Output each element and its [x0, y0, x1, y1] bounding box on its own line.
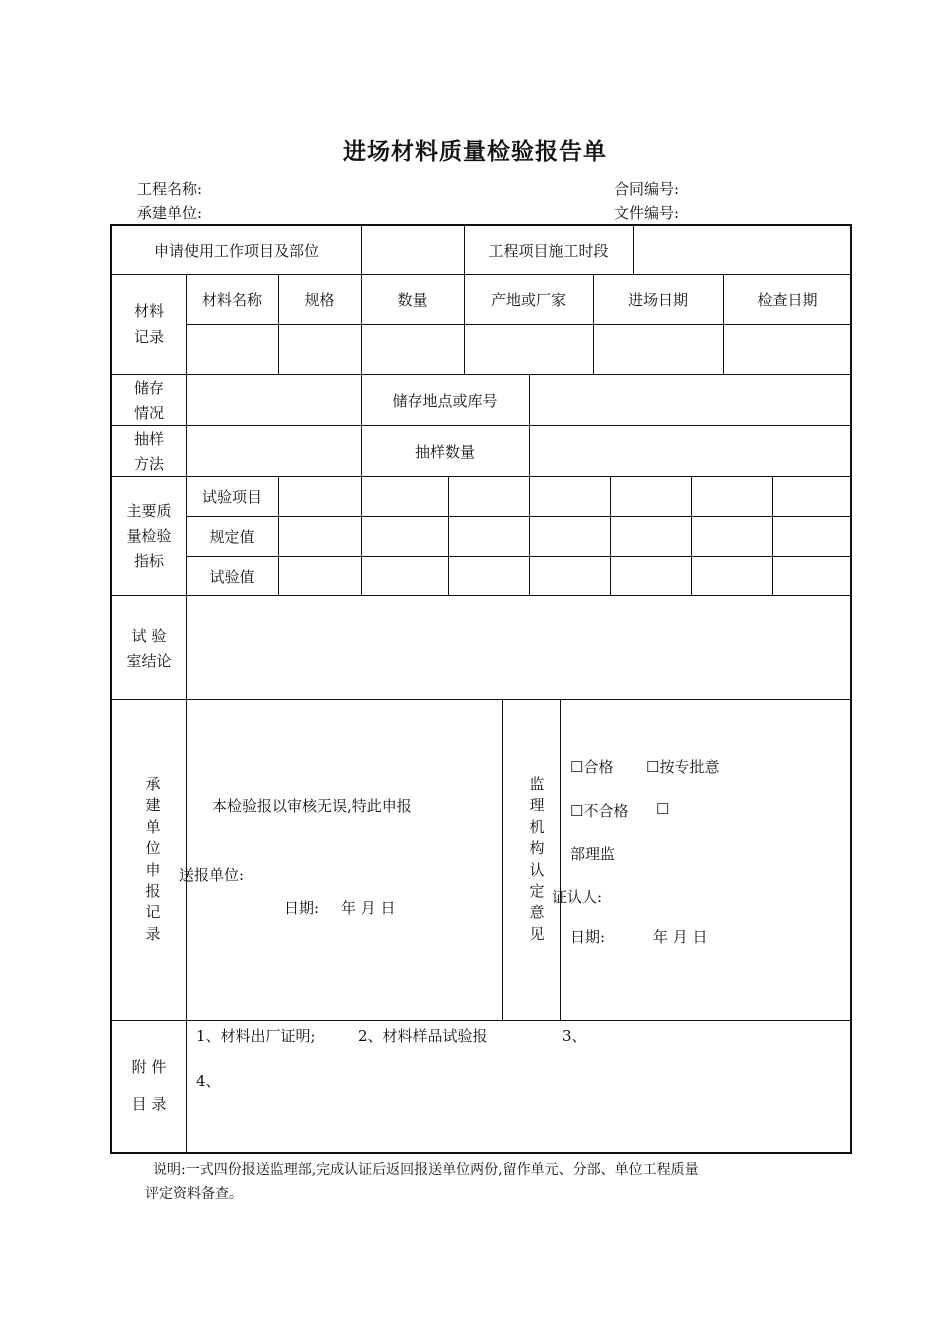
- option-pass[interactable]: ☐合格: [570, 758, 614, 776]
- contractor-label: 承建单位:: [137, 204, 203, 222]
- supervision-date-label: 日期:: [570, 928, 606, 946]
- lab-side-label: 试 验: [131, 627, 167, 645]
- attachment-item: 1、材料出厂证明;: [196, 1027, 316, 1045]
- contract-no-label: 合同编号:: [614, 180, 680, 198]
- lab-side-label: 室结论: [126, 652, 172, 670]
- storage-location-label: 储存地点或库号: [392, 392, 498, 410]
- quality-side-label: 量检验: [126, 527, 172, 545]
- apply-item-label: 申请使用工作项目及部位: [153, 242, 319, 260]
- option-blank[interactable]: ☐: [656, 800, 670, 818]
- confirm-person-label: 证认人:: [552, 888, 603, 906]
- contractor-date-label: 日期:: [284, 899, 320, 917]
- footnote-line: 评定资料备查。: [145, 1186, 243, 1202]
- quality-row-test-value: 试验值: [209, 568, 255, 586]
- sampling-quantity-label: 抽样数量: [414, 443, 475, 461]
- attachment-item: 3、: [562, 1027, 587, 1045]
- col-check-date: 检查日期: [757, 291, 818, 309]
- file-no-label: 文件编号:: [614, 204, 680, 222]
- supervision-dept-label: 部理监: [570, 845, 616, 863]
- col-entry-date: 进场日期: [627, 291, 688, 309]
- col-spec: 规格: [304, 291, 335, 309]
- quality-side-label: 指标: [133, 552, 164, 570]
- contractor-statement: 本检验报以审核无误,特此申报: [212, 797, 412, 815]
- sampling-side-label: 方法: [133, 455, 164, 473]
- sampling-side-label: 抽样: [133, 430, 164, 448]
- storage-side-label: 储存: [133, 379, 164, 397]
- col-quantity: 数量: [397, 291, 428, 309]
- contractor-date-ymd: 年 月 日: [341, 899, 396, 917]
- submitter-label: 送报单位:: [179, 866, 245, 884]
- form-title: 进场材料质量检验报告单: [343, 139, 607, 165]
- material-side-label: 材料: [133, 302, 164, 320]
- footnote-line: 说明:一式四份报送监理部,完成认证后返回报送单位两份,留作单元、分部、单位工程质量: [153, 1162, 699, 1178]
- option-fail[interactable]: ☐不合格: [570, 802, 629, 820]
- contractor-record-side-label: 承建单位申报记录: [145, 775, 161, 943]
- quality-row-test-item: 试验项目: [201, 488, 262, 506]
- option-notice[interactable]: ☐按专批意: [646, 758, 720, 776]
- attachments-side-label: 目 录: [131, 1095, 167, 1113]
- supervision-date-ymd: 年 月 日: [653, 928, 708, 946]
- report-table: [110, 224, 852, 1154]
- period-label: 工程项目施工时段: [488, 242, 609, 260]
- col-origin: 产地或厂家: [490, 291, 566, 309]
- attachment-item: 2、材料样品试验报: [358, 1027, 488, 1045]
- quality-side-label: 主要质: [126, 502, 172, 520]
- storage-side-label: 情况: [133, 404, 164, 422]
- supervision-side-label: 监理机构认定意见: [529, 775, 545, 943]
- attachment-item: 4、: [196, 1072, 221, 1090]
- quality-row-spec-value: 规定值: [209, 528, 255, 546]
- col-material-name: 材料名称: [201, 291, 262, 309]
- attachments-side-label: 附 件: [131, 1058, 167, 1076]
- material-side-label: 记录: [133, 328, 164, 346]
- project-name-label: 工程名称:: [137, 180, 203, 198]
